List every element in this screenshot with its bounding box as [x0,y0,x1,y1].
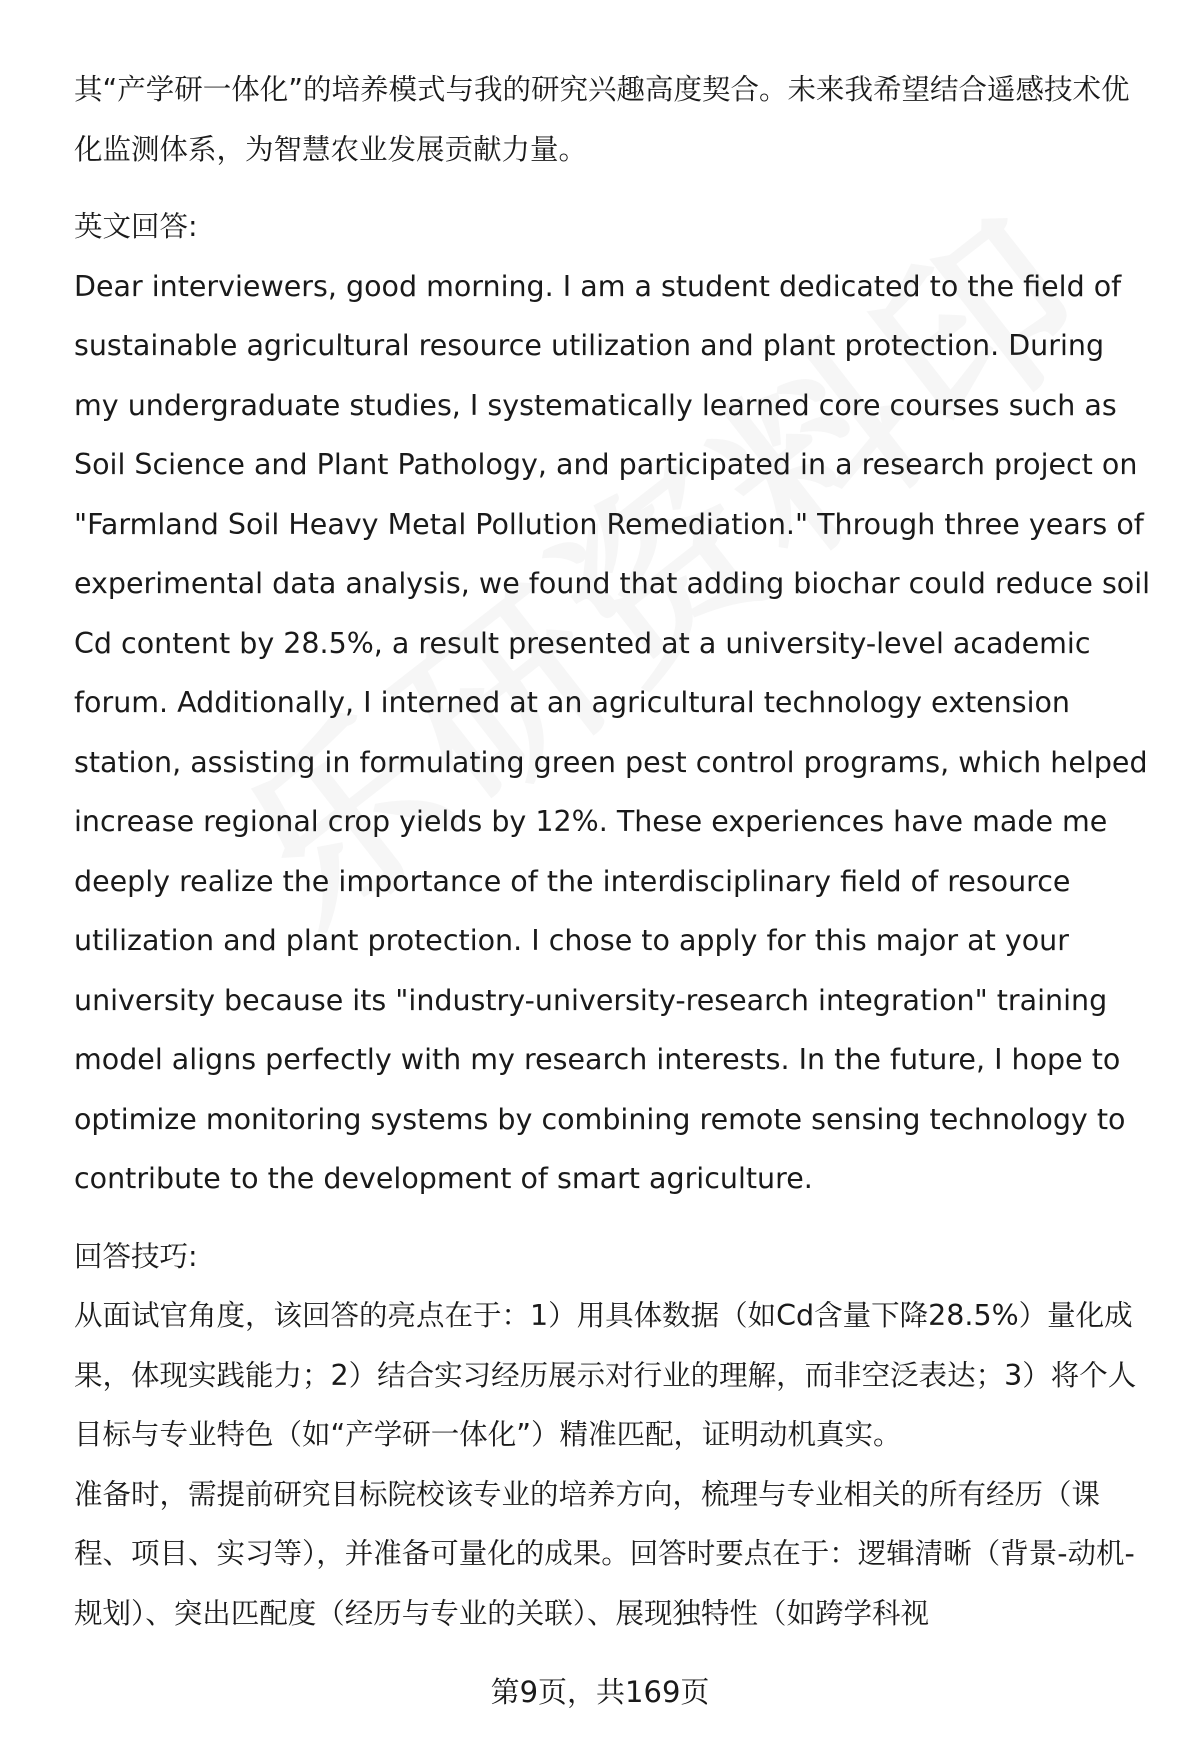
spacer [74,179,1154,197]
document-body [74,60,1154,1643]
tips-paragraph-1: 从面试官角度，该回答的亮点在于：1）用具体数据（如Cd含量下降28.5%）量化成果，体现实践能力；2）结合实习经历展示对行业的理解，而非空泛表达；3）将个人目标与专业特色（如“产学研一体化”）精准匹配，证明动机真实。 [74,1299,1137,1451]
tips-heading: 回答技巧: [74,1239,198,1273]
spacer [74,1209,1154,1227]
tips-paragraph-2: 准备时，需提前研究目标院校该专业的培养方向，梳理与专业相关的所有经历（课程、项目、实习等），并准备可量化的成果。回答时要点在于：逻辑清晰（背景-动机-规划）、突出匹配度（经历与专业的关联）、展现独特性（如跨学科视 [74,1477,1135,1630]
english-answer-heading: 英文回答: [74,210,198,243]
page-number: 第9页，共169页 [490,1675,710,1709]
intro-tail-paragraph: 其“产学研一体化”的培养模式与我的研究兴趣高度契合。未来我希望结合遥感技术优化监测体系，为智慧农业发展贡献力量。 [74,73,1130,166]
english-answer-paragraph: Dear interviewers, good morning. I am a student dedicated to the field of sustainable agricultural resource utilization and plant protection. During my undergraduate studies, I systematically learned core courses such as Soil Science and Plant Pathology, and participated in a research project on "Farmland Soil Heavy Metal Pollution Remediation." Through three years of experimental data analysis, we found that adding biochar could reduce soil Cd content by 28.5%, a result presented at a university-level academic forum. Additionally, I interned at an agricultural technology extension station, assisting in formulating green pest control programs, which helped increase regional crop yields by 12%. These experiences have made me deeply realize the importance of the interdisciplinary field of resource utilization and plant protection. I chose to apply for this major at your university because its "industry-university-research integration" training model aligns perfectly with my research interests. In the future, I hope to optimize monitoring systems by combining remote sensing technology to contribute to the development of smart agriculture. [74,269,1151,1195]
